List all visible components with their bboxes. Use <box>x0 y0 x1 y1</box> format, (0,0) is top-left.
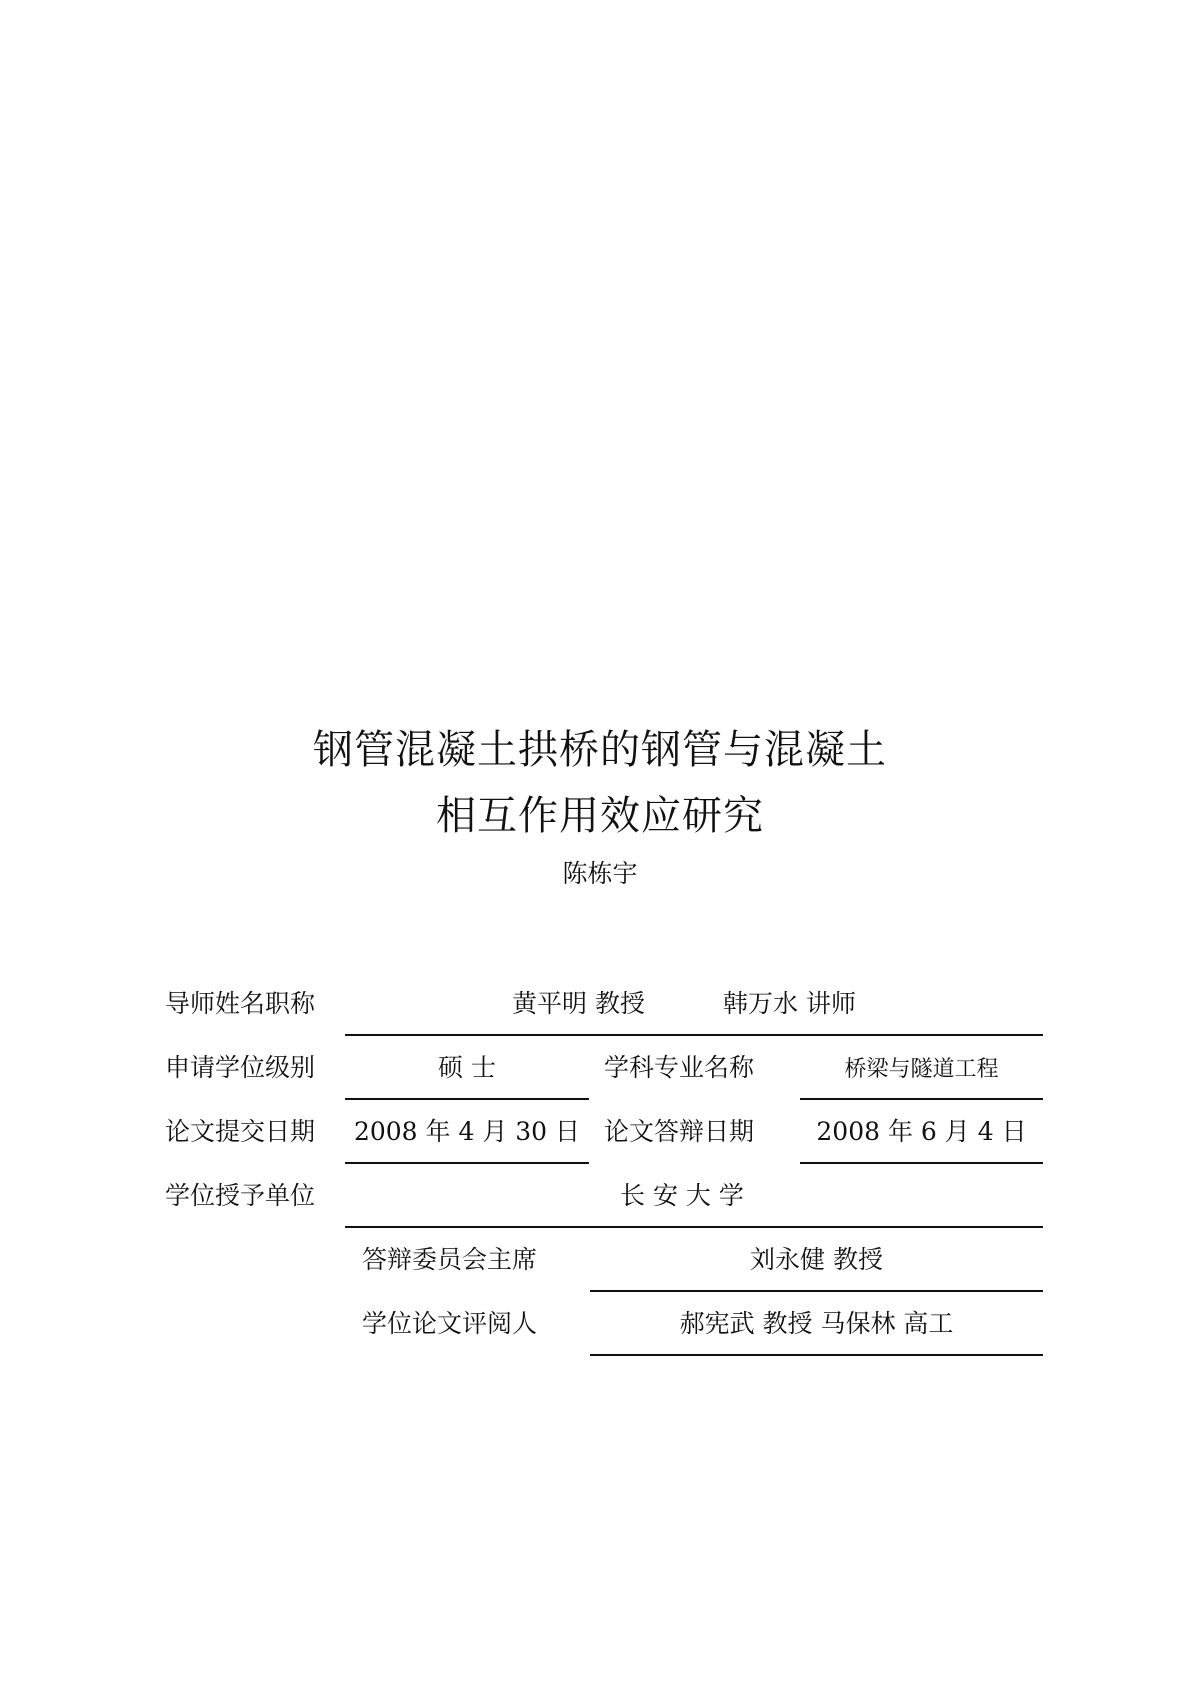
author-name: 陈栋宇 <box>562 859 638 888</box>
committee-chair-underline <box>590 1290 1043 1292</box>
degree-level-value: 硕 士 <box>438 1053 496 1082</box>
degree-level-label: 申请学位级别 <box>165 1053 316 1082</box>
advisor-1: 黄平明 教授 <box>512 989 645 1018</box>
granting-unit-label: 学位授予单位 <box>165 1181 316 1210</box>
advisor-label: 导师姓名职称 <box>165 989 316 1018</box>
major-label: 学科专业名称 <box>604 1053 755 1082</box>
submit-date-value: 2008 年 4 月 30 日 <box>353 1117 581 1146</box>
thesis-title-line-1: 钢管混凝土拱桥的钢管与混凝土 <box>313 727 887 773</box>
committee-chair-label: 答辩委员会主席 <box>362 1245 538 1274</box>
submit-date-underline <box>345 1162 589 1164</box>
granting-unit-value: 长 安 大 学 <box>620 1181 744 1210</box>
advisor-2: 韩万水 讲师 <box>723 989 856 1018</box>
submit-date-label: 论文提交日期 <box>165 1117 316 1146</box>
advisor-underline <box>345 1034 1043 1036</box>
defense-date-label: 论文答辩日期 <box>604 1117 755 1146</box>
defense-date-underline <box>800 1162 1043 1164</box>
reviewers-label: 学位论文评阅人 <box>362 1309 538 1338</box>
reviewers-value: 郝宪武 教授 马保林 高工 <box>679 1309 954 1338</box>
thesis-title-line-2: 相互作用效应研究 <box>436 793 764 839</box>
major-underline <box>800 1098 1043 1100</box>
granting-unit-underline <box>345 1226 1043 1228</box>
major-value: 桥梁与隧道工程 <box>844 1057 999 1082</box>
defense-date-value: 2008 年 6 月 4 日 <box>816 1117 1027 1146</box>
degree-level-underline <box>345 1098 589 1100</box>
reviewers-underline <box>590 1354 1043 1356</box>
committee-chair-value: 刘永健 教授 <box>750 1245 883 1274</box>
